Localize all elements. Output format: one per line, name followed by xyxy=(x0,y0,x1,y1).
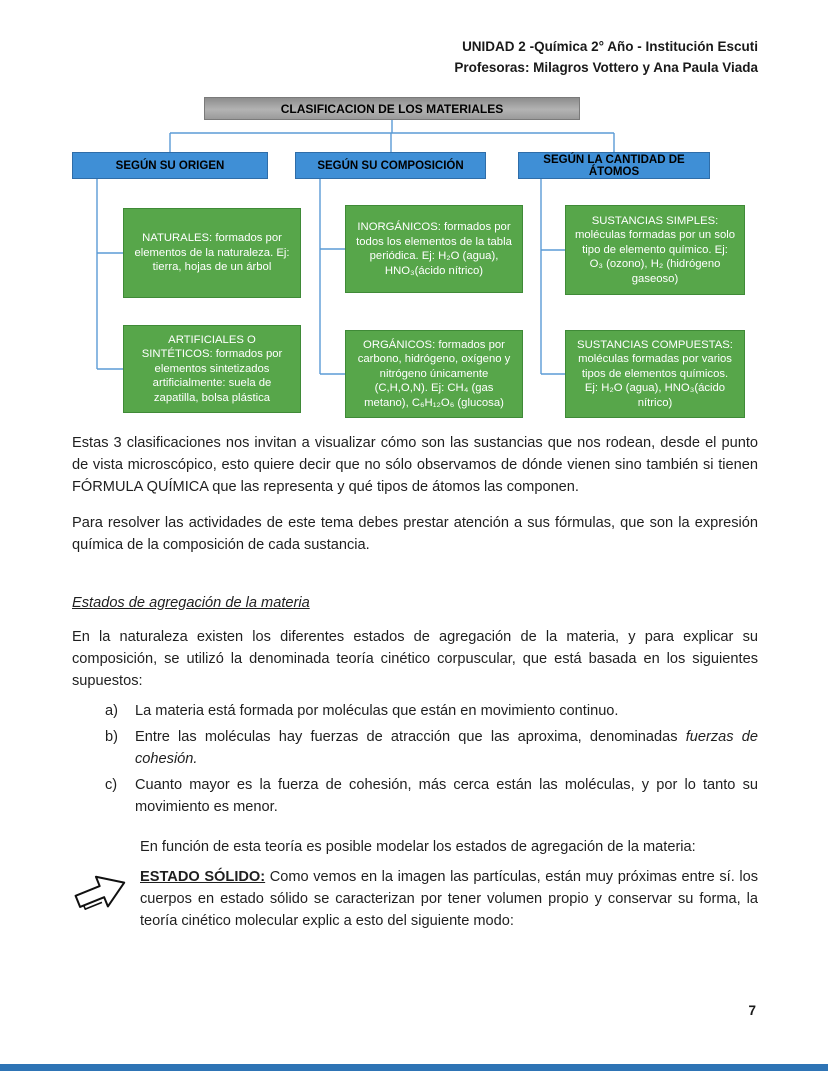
diagram-box-inorganicos: INORGÁNICOS: formados por todos los elementos de la tabla periódica. Ej: H₂O (agua), HNO₃(ácido nítrico) xyxy=(345,205,523,293)
diagram-box-sustancias-simples: SUSTANCIAS SIMPLES: moléculas formadas por un solo tipo de elemento químico. Ej: O₃ (ozono), H₂ (hidrógeno gaseoso) xyxy=(565,205,745,295)
paragraph-actividades: Para resolver las actividades de este tema debes prestar atención a sus fórmulas, que son la expresión química de la composición de cada sustancia. xyxy=(72,515,758,553)
list-item xyxy=(105,726,758,770)
diagram-box-sustancias-compuestas: SUSTANCIAS COMPUESTAS: moléculas formadas por varios tipos de elementos químicos. Ej: H₂O (agua), HNO₃(ácido nítrico) xyxy=(565,330,745,418)
hand-drawn-arrow-icon xyxy=(72,868,130,916)
estado-solido-paragraph xyxy=(72,866,758,932)
estado-solido-text: Como vemos en la imagen las partículas, están muy próximas entre sí. los cuerpos en estado sólido se caracterizan por tener volumen propio y conservar su forma, la teoría cinético molecular explic a esto del siguiente modo: xyxy=(140,869,759,929)
paragraph-clasificaciones: Estas 3 clasificaciones nos invitan a visualizar cómo son las sustancias que nos rodean, desde el punto de vista microscópico, esto quiere decir que no sólo observamos de dónde vienen sino también si tienen FÓRMULA QUÍMICA que las representa y qué tipos de átomos las componen. xyxy=(72,435,758,495)
diagram-title: CLASIFICACION DE LOS MATERIALES xyxy=(204,97,580,120)
diagram-box-artificiales: ARTIFICIALES O SINTÉTICOS: formados por elementos sintetizados artificialmente: suela de zapatilla, bolsa plástica xyxy=(123,325,301,413)
diagram-column-header-origen: SEGÚN SU ORIGEN xyxy=(72,152,268,179)
diagram-box-naturales: NATURALES: formados por elementos de la naturaleza. Ej: tierra, hojas de un árbol xyxy=(123,208,301,298)
body-content xyxy=(72,432,758,932)
diagram-box-organicos: ORGÁNICOS: formados por carbono, hidrógeno, oxígeno y nitrógeno únicamente (C,H,O,N). Ej: CH₄ (gas metano), C₆H₁₂O₆ (glucosa) xyxy=(345,330,523,418)
list-text: Cuanto mayor es la fuerza de cohesión, más cerca están las moléculas, y por lo tanto su movimiento es menor. xyxy=(135,777,758,815)
paragraph-en-funcion: En función de esta teoría es posible modelar los estados de agregación de la materia: xyxy=(140,839,696,855)
list-text: Entre las moléculas hay fuerzas de atracción que las aproxima, denominadas fuerzas de cohesión. xyxy=(135,729,758,767)
list-marker: a) xyxy=(105,703,118,719)
page-number: 7 xyxy=(748,1003,756,1018)
list-marker: c) xyxy=(105,777,118,793)
header-line-2: Profesoras: Milagros Vottero y Ana Paula Viada xyxy=(454,60,758,75)
footer-bar xyxy=(0,1064,828,1071)
section-heading-estados-agregacion: Estados de agregación de la materia xyxy=(72,595,310,611)
supuestos-list xyxy=(105,700,758,818)
diagram-column-header-composicion: SEGÚN SU COMPOSICIÓN xyxy=(295,152,486,179)
list-item xyxy=(105,700,758,722)
paragraph-teoria-cinetica: En la naturaleza existen los diferentes estados de agregación de la materia, y para explicar su composición, se utilizó la denominada teoría cinético corpuscular, que está basada en los siguientes supuestos: xyxy=(72,629,758,689)
header-line-1: UNIDAD 2 -Química 2° Año - Institución Escuti xyxy=(462,39,758,54)
classification-diagram xyxy=(0,0,828,430)
list-item xyxy=(105,774,758,818)
list-text: La materia está formada por moléculas que están en movimiento continuo. xyxy=(135,703,619,719)
diagram-column-header-cantidad-atomos: SEGÚN LA CANTIDAD DE ÁTOMOS xyxy=(518,152,710,179)
list-marker: b) xyxy=(105,729,118,745)
estado-solido-heading: ESTADO SÓLIDO: xyxy=(140,869,266,885)
